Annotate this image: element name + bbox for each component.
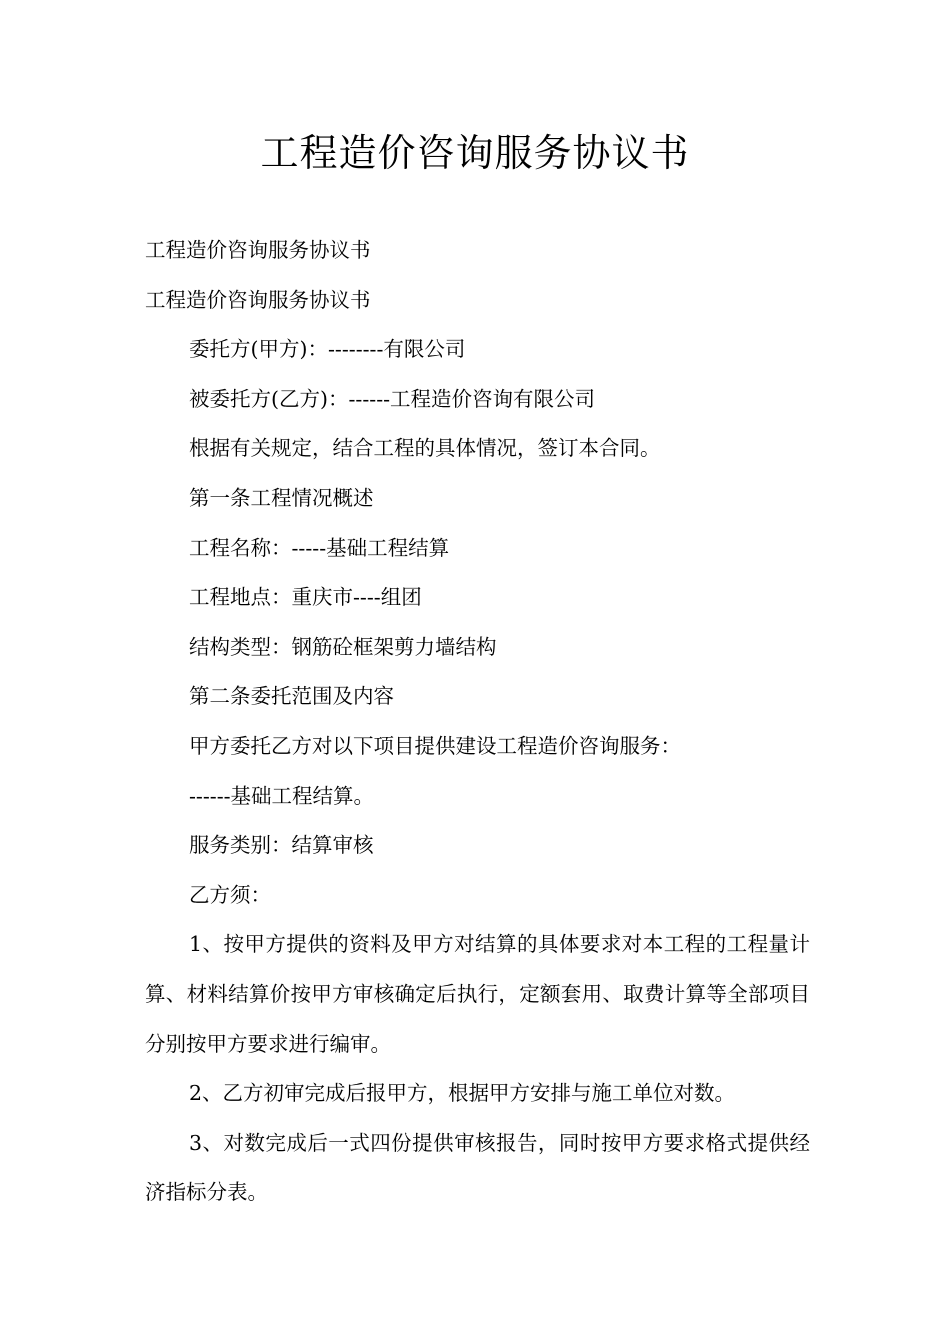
document-title: 工程造价咨询服务协议书	[260, 131, 690, 175]
paragraph: 根据有关规定，结合工程的具体情况，签订本合同。	[189, 436, 661, 461]
section-heading: 第二条委托范围及内容	[189, 684, 394, 709]
paragraph: 工程造价咨询服务协议书	[145, 287, 371, 312]
section-heading: 第一条工程情况概述	[189, 485, 374, 510]
paragraph: 工程造价咨询服务协议书	[145, 238, 371, 262]
paragraph: ------基础工程结算。	[189, 783, 375, 808]
paragraph-project-name: 工程名称：-----基础工程结算	[189, 535, 450, 560]
list-item: 3、对数完成后一式四份提供审核报告，同时按甲方要求格式提供经济指标分表。	[145, 1130, 810, 1205]
paragraph-client: 委托方(甲方)：--------有限公司	[189, 337, 466, 362]
paragraph-project-location: 工程地点：重庆市----组团	[189, 585, 422, 610]
list-item: 2、乙方初审完成后报甲方，根据甲方安排与施工单位对数。	[189, 1081, 736, 1106]
document-body	[145, 226, 810, 1218]
paragraph: 甲方委托乙方对以下项目提供建设工程造价咨询服务：	[189, 733, 681, 758]
paragraph-structure-type: 结构类型：钢筋砼框架剪力墙结构	[189, 634, 497, 659]
paragraph: 乙方须：	[189, 882, 271, 907]
paragraph-contractor: 被委托方(乙方)：------工程造价咨询有限公司	[189, 386, 596, 411]
paragraph-service-type: 服务类别：结算审核	[189, 833, 374, 858]
list-item: 1、按甲方提供的资料及甲方对结算的具体要求对本工程的工程量计算、材料结算价按甲方审核确定后执行，定额套用、取费计算等全部项目分别按甲方要求进行编审。	[145, 932, 810, 1056]
